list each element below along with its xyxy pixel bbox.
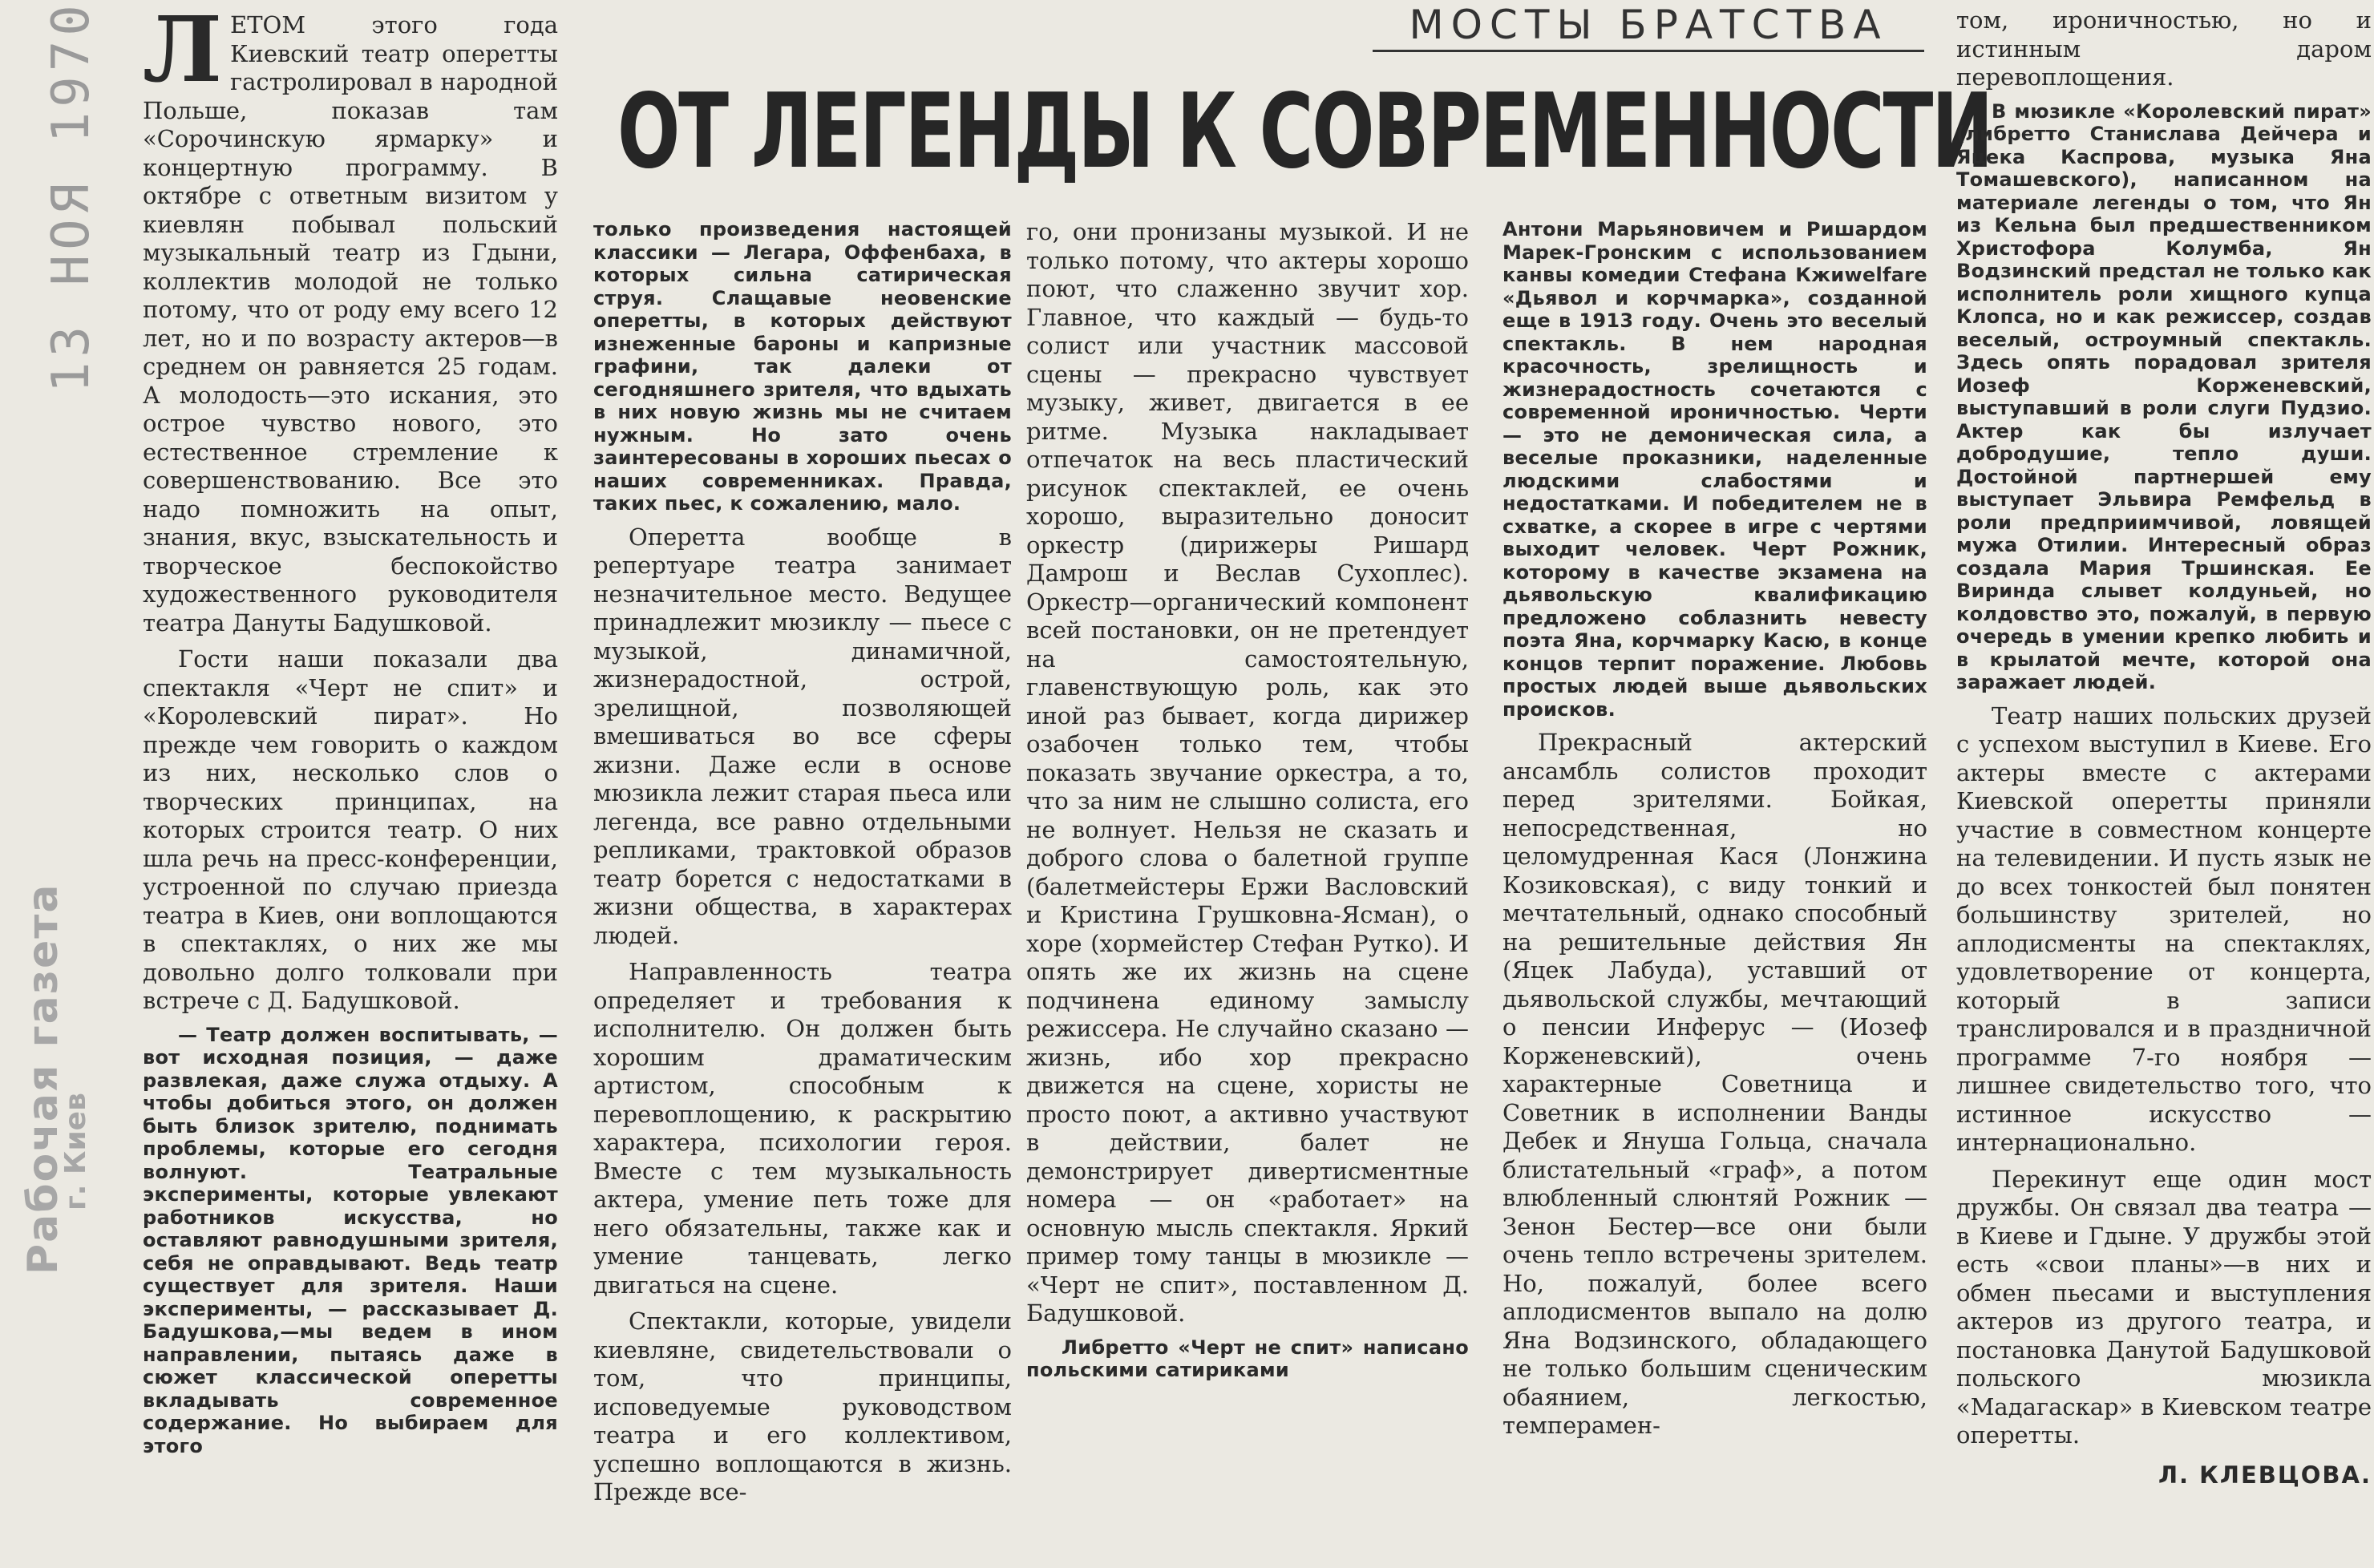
paragraph: Спектакли, которые, увидели киевляне, свидетельствовали о том, что принципы, исповедуемые руководством театра и его коллективом, успешно воплощаются в жизнь. Прежде все- <box>593 1307 1012 1505</box>
paragraph: Направленность театра определяет и требования к исполнителю. Он должен быть хорошим драматическим артистом, способным к перевоплощению, к раскрытию характера, психологии героя. Вместе с тем музыкальность актера, умение петь тоже для него обязательны, также как и умение танцевать, легко двигаться на сцене. <box>593 958 1012 1299</box>
column-5 <box>1956 6 2372 1568</box>
city-stamp: г. Киев <box>59 1093 92 1210</box>
paragraph: Перекинут еще один мост дружбы. Он связал два театра — в Киеве и Гдыне. У дружбы этой есть «свои планы»—в них и обмен пьесами и выступления актеров из другого театра, и постановка Данутой Бадушковой польского мюзикла «Мадагаскар» в Киевском театре оперетты. <box>1956 1165 2372 1449</box>
date-stamp: 13 НОЯ 1970 <box>42 0 101 393</box>
paragraph: Гости наши показали два спектакля «Черт не спит» и «Королевский пират». Но прежде чем говорить о каждом из них, несколько слов о творческих принципах, на которых строится театр. О них шла речь на пресс-конференции, устроенной по случаю приезда театра в Киев, они воплощаются в спектаклях, о них же мы довольно долго толковали при встрече с Д. Бадушковой. <box>143 645 558 1014</box>
newspaper-name-stamp: Рабочая газета <box>19 883 67 1275</box>
quote-paragraph: только произведения настоящей классики — Легара, Оффенбаха, в которых сильна сатирическая струя. Слащавые неовенские оперетты, в которых действуют изнеженные бароны и капризные графини, так далеки от сегодняшнего зрителя, что вдыхать в них новую жизнь мы не считаем нужным. Но зато очень заинтересованы в хороших пьесах о наших современниках. Правда, таких пьес, к сожалению, мало. <box>593 218 1012 515</box>
paragraph-text: ЕТОМ этого года Киевский театр оперетты гастролировал в народной Польше, показав там «Сорочинскую ярмарку» и концертную программу. В октябре с ответным визитом у киевлян побывал польский музыкальный театр из Гдыни, коллектив молодой не только потому, что от роду ему всего 12 лет, но и по возрасту актеров—в среднем он равняется 25 годам. А молодость—это искания, это острое чувство нового, это естественное стремление к совершенствованию. Все это надо помножить на опыт, знания, вкус, взыскательность и творческое беспокойство художественного руководителя театра Дануты Бадушковой. <box>143 11 558 636</box>
bold-paragraph: В мюзикле «Королевский пират» (либретто Станислава Дейчера и Яцека Каспрова, музыка Яна Томашевского), написанном на материале легенды о том, что Ян из Кельна был предшественником Христофора Колумба, Ян Водзинский предстал не только как исполнитель роли хищного купца Клопса, но и как режиссер, создав веселый, остроумный спектакль. Здесь опять порадовал зрителя Иозеф Корженевский, выступавший в роли слуги Пудзио. Актер как бы излучает добродушие, тепло души. Достойной партнершей ему выступает Эльвира Ремфельд в роли предприимчивой, ловящей мужа Отилии. Интересный образ создала Мария Тршинская. Ее Виринда слывет колдуньей, но колдовство это, пожалуй, в первую очередь в умении крепко любить и в крылатой мечте, которой она заражает людей. <box>1956 99 2372 693</box>
bold-paragraph: Либретто «Черт не спит» написано польскими сатириками <box>1026 1336 1469 1381</box>
bold-paragraph: Антони Марьяновичем и Ришардом Марек-Гронским с использованием канвы комедии Стефана Кжиwelfare «Дьявол и корчмарка», созданной еще в 1913 году. Очень это веселый спектакль. В нем народная красочность, зрелищность и жизнерадостность сочетаются с современной ироничностью. Черти — это не демоническая сила, а веселые проказники, наделенные людскими слабостями и недостатками. И победителем не в схватке, а скорее в игре с чертями выходит человек. Черт Рожник, которому в качестве экзамена на дьявольскую квалификацию предложено соблазнить невесту поэта Яна, корчмарку Касю, в конце концов терпит поражение. Любовь простых людей выше дьявольских происков. <box>1502 218 1927 721</box>
paragraph: том, ироничностью, но и истинным даром перевоплощения. <box>1956 6 2372 91</box>
column-3 <box>1026 218 1469 1568</box>
paragraph <box>143 11 558 637</box>
paragraph: Театр наших польских друзей с успехом выступил в Киеве. Его актеры вместе с актерами Киевской оперетты приняли участие в совместном концерте на телевидении. И пусть язык не до всех тонкостей был понятен большинству зрителей, но аплодисменты на спектаклях, удовлетворение от концерта, который в записи транслировался и в праздничной программе 7-го ноября — лишнее свидетельство того, что истинное искусство — интернационально. <box>1956 701 2372 1156</box>
paragraph: го, они пронизаны музыкой. И не только потому, что актеры хорошо поют, что слаженно звучит хор. Главное, что каждый — будь-то солист или участник массовой сцены — прекрасно чувствует музыку, живет, двигается в ее ритме. Музыка накладывает отпечаток на весь пластический рисунок спектаклей, ее очень хорошо, выразительно доносит оркестр (дирижеры Ришард Дамрош и Веслав Сухоплес). Оркестр—органический компонент всей постановки, он не претендует на самостоятельную, главенствующую роль, как это иной раз бывает, когда дирижер озабочен только тем, чтобы показать звучание оркестра, а то, что за ним не слышно солиста, его не волнует. Нельзя не сказать и доброго слова о балетной группе (балетмейстеры Ержи Васловский и Кристина Грушковна-Ясман), о хоре (хормейстер Стефан Рутко). И опять же их жизнь на сцене подчинена единому замыслу режиссера. Не случайно сказано — жизнь, ибо хор прекрасно движется на сцене, хористы не просто поют, а активно участвуют в действии, балет не демонстрирует дивертисментные номера — он «работает» на основную мысль спектакля. Яркий пример тому танцы в мюзикле — «Черт не спит», поставленном Д. Бадушковой. <box>1026 218 1469 1327</box>
paragraph: Прекрасный актерский ансамбль солистов проходит перед зрителями. Бойкая, непосредственная, но целомудренная Кася (Лонжина Козиковская), с виду тонкий и мечтательный, однако способный на решительные действия Ян (Яцек Лабуда), уставший от дьявольской службы, мечтающий о пенсии Инферус — (Иозеф Корженевский), очень характерные Советница и Советник в исполнении Ванды Дебек и Януша Гольца, сначала блистательный «граф», а потом влюбленный слюнтяй Рожник — Зенон Бестер—все они были очень тепло встречены зрителем. Но, пожалуй, более всего аплодисментов выпало на долю Яна Водзинского, обладающего не только большим сценическим обаянием, легкостью, темперамен- <box>1502 729 1927 1439</box>
column-2 <box>593 218 1012 1568</box>
author-signature: Л. КЛЕВЦОВА. <box>2158 1461 2372 1489</box>
column-1 <box>143 11 558 1566</box>
column-4 <box>1502 218 1927 1568</box>
paragraph: Оперетта вообще в репертуаре театра занимает незначительное место. Ведущее принадлежит мюзиклу — пьесе с музыкой, динамичной, жизнерадостной, острой, зрелищной, позволяющей вмешиваться во все сферы жизни. Даже если в основе мюзикла лежит старая пьеса или легенда, все равно отдельными репликами, трактовкой образов театр борется с недостатками в жизни общества, в характерах людей. <box>593 523 1012 949</box>
quote-paragraph: — Театр должен воспитывать, — вот исходная позиция, — даже развлекая, даже служа отдыху. А чтобы добиться этого, он должен быть близок зрителю, поднимать проблемы, которые его сегодня волнуют. Театральные эксперименты, которые увлекают работников искусства, но оставляют равнодушными зрителя, себя не оправдывают. Ведь театр существует для зрителя. Наши эксперименты, — рассказывает Д. Бадушкова,—мы ведем в ином направлении, пытаясь даже в сюжет классической оперетты вкладывать современное содержание. Но выбираем для этого <box>143 1023 558 1457</box>
article-headline: ОТ ЛЕГЕНДЫ К СОВРЕМЕННОСТИ <box>617 72 1992 192</box>
rubric-heading: МОСТЫ БРАТСТВА <box>1373 2 1924 52</box>
drop-cap: Л <box>143 11 223 103</box>
